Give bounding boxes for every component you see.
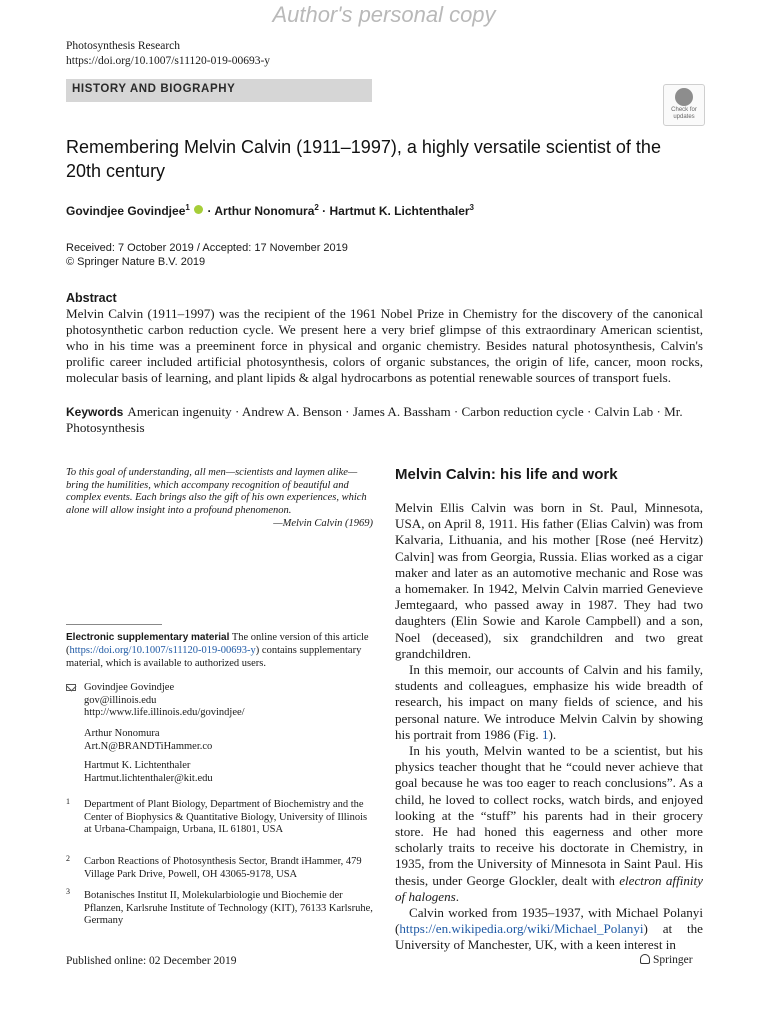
wikipedia-polanyi-link[interactable]: https://en.wikipedia.org/wiki/Michael_Polanyi [399, 921, 644, 937]
body-emphasis: electron affinity of halogens [395, 872, 703, 904]
author-affiliation-mark: 2 [314, 203, 319, 212]
affiliation-number: 1 [66, 797, 70, 806]
check-badge-line1: Check for [671, 107, 697, 113]
body-text-run: In this memoir, our accounts of Calvin and his family, students and colleagues, emphasize his wide breadth of research, his impact on many fields of science, and his personal nature. We introduce Melvin Calvin by showing his portrait from 1986 (Fig. [395, 662, 703, 742]
author-name[interactable]: Arthur Nonomura [214, 204, 315, 218]
affiliation-number: 2 [66, 854, 70, 863]
esm-label: Electronic supplementary material [66, 632, 230, 643]
received-accepted-dates: Received: 7 October 2019 / Accepted: 17 November 2019 [66, 242, 348, 254]
envelope-icon [66, 684, 76, 691]
body-text-run: Calvin worked from 1935–1937, with Michael Polanyi ( [395, 905, 703, 937]
esm-doi-link[interactable]: https://doi.org/10.1007/s11120-019-00693-y [69, 645, 256, 656]
contact-author-2 [84, 728, 212, 753]
abstract-heading: Abstract [66, 291, 117, 305]
esm-text: The online version of this article ( [66, 632, 369, 656]
contact-author-3 [84, 760, 213, 785]
author-separator: · [318, 204, 330, 218]
body-text-run: In his youth, Melvin wanted to be a scientist, but his physics teacher thought that he “could never achieve that goal because he was too eager to reach conclusions”. As a child, he loved to collect rocks, watch birds, and enjoyed looking at the “stuff” his parents had in their grocery store. He had honed this eagerness and other more scholarly traits to receive his doctorate in Chemistry, in 1935, from the University of Minnesota in Saint Paul. His thesis, under George Glockler, dealt with [395, 743, 703, 888]
body-paragraph [395, 905, 703, 954]
contact-author-1 [84, 682, 245, 720]
esm-text: ) contains supplementary material, which is available to authorized users. [66, 645, 362, 669]
author-list [66, 203, 474, 218]
springer-horse-icon [640, 954, 650, 964]
abstract-text: Melvin Calvin (1911–1997) was the recipient of the 1961 Nobel Prize in Chemistry for the discovery of the canonical photosynthetic carbon reduction cycle. We present here a very brief glimpse of this extraordinary American scientist, who in his time was a preeminent force in physical and organic chemistry. Besides natural photosynthesis, Calvin's prolific career included artificial photosynthesis, colors of organic substances, the origin of life, cancer, moon rocks, molecular basis of learning, and plant lipids & algal hydrocarbons as potential renewable sources of transport fuels. [66, 306, 703, 386]
contact-email[interactable]: Art.N@BRANDTiHammer.co [84, 740, 213, 752]
body-paragraph: Melvin Ellis Calvin was born in St. Paul, Minnesota, USA, on April 8, 1911. His father (Elias Calvin) was from Kalvaria, Lithuania, and his mother [Rose (neé Hervitz) Calvin] was from Georgia, Russia. Elias worked as a cigar maker and later as an automotive mechanic and Rose was a homemaker. In 1942, Melvin Calvin married Genevieve Jemtegaard, who passed away in 1987. They had two daughters (Elin Sowie and Karole Campbell) and a son, Noel (deceased), six grandchildren and two great grandchildren. [395, 500, 703, 661]
body-text-run: ) at the University of Manchester, UK, with a keen interest in [395, 921, 703, 953]
supplementary-material-note [66, 631, 374, 670]
publisher-logo [640, 954, 693, 966]
body-paragraph [395, 743, 703, 905]
section-heading: Melvin Calvin: his life and work [395, 466, 618, 483]
author-separator: · [204, 204, 215, 218]
doi-link[interactable]: https://doi.org/10.1007/s11120-019-00693-y [66, 55, 271, 67]
keywords [66, 404, 703, 436]
author-name[interactable]: Govindjee Govindjee [66, 204, 186, 218]
contact-email[interactable]: gov@illinois.edu [84, 694, 157, 706]
epigraph-quote: To this goal of understanding, all men—scientists and laymen alike—bring the humilities, which accompany recognition of beautiful and complex events. Each brings also the gift of his own experiences, which alone will allow insight into a profound phenomenon. [66, 467, 367, 516]
figure-1-link[interactable]: 1 [541, 726, 549, 742]
check-badge-line2: updates [673, 113, 695, 120]
affiliation-2: Carbon Reactions of Photosynthesis Sector, Brandt iHammer, 479 Village Park Drive, Powell, OH 43065-9178, USA [84, 856, 362, 880]
published-online-date: Published online: 02 December 2019 [66, 955, 237, 967]
contact-name: Hartmut K. Lichtenthaler [84, 760, 191, 771]
affiliation-1: Department of Plant Biology, Department of Biochemistry and the Center of Biophysics & Quantitative Biology, University of Illinois at Urbana-Champaign, Urbana, IL 61801, USA [84, 799, 368, 836]
publisher-name: Springer [653, 954, 693, 966]
author-affiliation-mark: 1 [185, 203, 190, 212]
body-text-run: . [455, 888, 460, 904]
contact-email[interactable]: Hartmut.lichtenthaler@kit.edu [84, 772, 213, 784]
contact-name: Arthur Nonomura [84, 728, 160, 739]
author-name[interactable]: Hartmut K. Lichtenthaler [329, 204, 470, 218]
check-for-updates-label [664, 107, 704, 120]
check-for-updates-icon [675, 88, 693, 106]
contact-website[interactable]: http://www.life.illinois.edu/govindjee/ [84, 707, 245, 719]
article-title: Remembering Melvin Calvin (1911–1997), a highly versatile scientist of the 20th century [66, 137, 661, 181]
orcid-icon[interactable] [194, 205, 203, 214]
copyright-line: © Springer Nature B.V. 2019 [66, 256, 206, 268]
contact-name: Govindjee Govindjee [84, 682, 175, 693]
author-affiliation-mark: 3 [469, 203, 474, 212]
check-for-updates-badge[interactable] [663, 84, 705, 126]
affiliation-number: 3 [66, 887, 70, 896]
footnote-divider [66, 624, 162, 625]
epigraph-attribution: —Melvin Calvin (1969) [273, 518, 373, 529]
section-label: HISTORY AND BIOGRAPHY [72, 83, 236, 95]
body-paragraph [395, 662, 703, 743]
affiliation-3: Botanisches Institut II, Molekularbiologie und Biochemie der Pflanzen, Karlsruhe Institute of Technology (KIT), 76133 Karlsruhe, Germany [84, 890, 373, 927]
keywords-list: American ingenuity · Andrew A. Benson · James A. Bassham · Carbon reduction cycle · Calvin Lab · Mr. Photosynthesis [66, 404, 683, 435]
keywords-label: Keywords [66, 405, 124, 419]
journal-name: Photosynthesis Research [66, 40, 181, 52]
watermark: Author's personal copy [272, 2, 496, 27]
body-text [395, 500, 703, 954]
body-text-run: ). [548, 726, 557, 742]
